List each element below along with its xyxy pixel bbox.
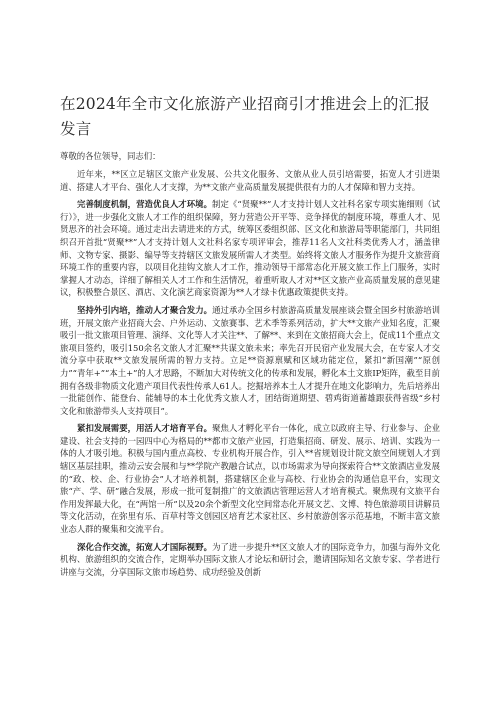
- paragraph-lead: 紧扣发展需要，用活人才培育平台。: [77, 423, 213, 434]
- document-title: 在2024年全市文化旅游产业招商引才推进会上的汇报发言: [60, 95, 430, 138]
- paragraph-international-exchange: [60, 541, 440, 579]
- paragraph-text: 制定《“贤聚**”人才支持计划人文社科名家专项实施细则（试行）》，进一步强化文旅人才工作的组织保障，努力营造公开平等、竞争择优的制度环境，尊重人才、见贤思齐的社会环境。通过走出去请进来的方式，统筹区委组织部、区文化和旅游局等职能部门，共同组织召开首批“贤聚**”人才支持计划人文社科名家专项评审会，推荐11名人文社科类优秀人才，涵盖律师、文物专家、摄影、编导等支持辖区文旅发展所需人才类型。始终将文旅人才服务作为提升文旅营商环境工作的重要内容，以项目化挂钩文旅人才工作，推动领导干部常态化开展文旅工作上门服务，实时掌握人才动态，详细了解相关人才工作和生活情况，着重听取人才对**区文旅产业高质量发展的意见建议，积极整合景区、酒店、文化演艺商家资源为**人才绿卡优惠政策提供支持。: [60, 199, 441, 298]
- paragraph-text: 近年来，**区立足辖区文旅产业发展、公共文化服务、文旅从业人员引培需要，拓宽人才引进渠道、搭建人才平台、强化人才支撑，为**文旅产业高质量发展提供很有力的人才保障和智力支持。: [60, 169, 440, 192]
- paragraph-lead: 完善制度机制，营造优良人才环境。: [77, 199, 213, 210]
- paragraph-system-mechanism: [60, 198, 440, 299]
- greeting: 尊敬的各位领导，同志们：: [60, 151, 161, 161]
- paragraph-cultivation-platform: [60, 422, 440, 535]
- paragraph-lead: 深化合作交流，拓宽人才国际视野。: [77, 541, 213, 552]
- paragraph-text: 通过承办全国乡村旅游高质量发展座谈会暨全国乡村旅游培训班，开展文旅产业招商大会、户外运动、文旅赛事、艺术季等系列活动，扩大**文旅产业知名度，汇聚吸引一批文旅项目管理、演绎、文化等人才关注**、了解**、来到在文旅招商大会上，促成11个重点文旅项目签约，吸引150余名文旅人才汇聚**共谋文旅未来；率先召开民宿产业发展大会，在专家人才交流分享中获取**文旅发展所需的智力支持。立足**资源禀赋和区域功能定位，紧扣“新国潮”“原创力”“青年+”“本土+”的人才思路，不断加大对传统文化的传承和发展，孵化本土文旅IP矩阵，截至目前拥有各级非物质文化遗产项目代表性传承人61人。挖掘培养本土人才提升在地文化影响力，先后培养出一批能创作、能登台、能辅导的本土化优秀文旅人才，团结街道期望、碧鸡街道蓄雄跟获得省级“乡村文化和旅游带头人支持项目”。: [60, 304, 441, 416]
- paragraph-intro: [60, 168, 440, 193]
- paragraph-talent-attraction: [60, 304, 440, 417]
- paragraph-text: 聚焦人才孵化平台一体化，成立以政府主导、行业参与、企业建设、社会支持的一园四中心为格局的**都市文旅产业园，打造集招商、研发、展示、培训、实践为一体的人才吸引地。积极与国内重点高校、专业机构开展合作，引入**省规划设计院文旅空间规划人才到辖区基层挂职，推动云安会展和与**学院产教融合试点，以市场需求为导向探索符合**文旅酒店业发展的“政、校、企、行业协会”人才培养机制，搭建辖区企业与高校、行业协会的沟通信息平台，实现文旅“产、学、研”融合发展，形成一批可复制推广的文旅酒店管理运营人才培育模式。聚焦现有文旅平台作用发挥最大化，在“两馆一所”以及20余个新型文化空间常态化开展文艺、文博、特色旅游项目讲解员等文化活动，在弥里有乐、百草村等文创园区培育艺术家社区、乡村旅游创客示范基地，不断丰富文旅业态人群的聚集和交流平台。: [60, 423, 441, 535]
- paragraph-text: 为了进一步提升**区文旅人才的国际竞争力，加强与海外文化机构、旅游组织的交流合作，定期举办国际文旅人才论坛和研讨会，邀请国际知名文旅专家、学者进行讲座与交流，分享国际文旅市场趋势、成功经验及创新: [60, 541, 441, 577]
- paragraph-lead: 坚持外引内培，推动人才聚合发力。: [77, 304, 213, 315]
